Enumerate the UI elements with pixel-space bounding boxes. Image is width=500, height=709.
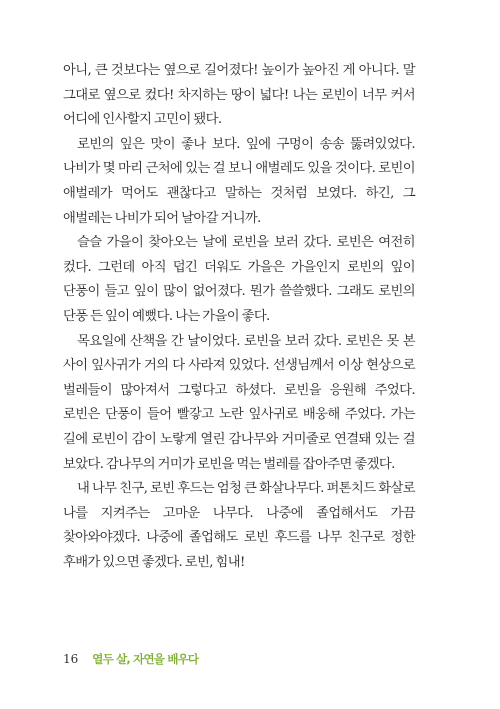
page-body: [63, 59, 415, 575]
paragraph-5: 내 나무 친구, 로빈 후드는 엄청 큰 화살나무다. 퍼톤치드 화살로 나를 지켜주는 고마운 나무다. 나중에 졸업해서도 가끔 찾아와야겠다. 나중에 졸업해도 로빈 후드를 나무 친구로 정한 후배가 있으면 좋겠다. 로빈, 힘내!: [63, 481, 415, 570]
paragraph-1: 아니, 큰 것보다는 옆으로 길어졌다! 높이가 높아진 게 아니다. 말 그대로 옆으로 컸다! 차지하는 땅이 넓다! 나는 로빈이 너무 커서 어디에 인사할지 고민이 됐다.: [63, 63, 415, 128]
paragraph-2: 로빈의 잎은 맛이 좋나 보다. 잎에 구멍이 송송 뚫려있었다. 나비가 몇 마리 근처에 있는 걸 보니 애벌레도 있을 것이다. 로빈이 애벌레가 먹어도 괜찮다고 말하는 것처럼 보였다. 하긴, 그 애벌레는 나비가 되어 날아갈 거니까.: [63, 136, 415, 226]
page-footer: [63, 651, 198, 667]
paragraph-4: 목요일에 산책을 간 날이었다. 로빈을 보러 갔다. 로빈은 못 본 사이 잎사귀가 거의 다 사라져 있었다. 선생님께서 이상 현상으로 벌레들이 많아져서 그렇다고 하셨다. 로빈을 응원해 주었다. 로빈은 단풍이 들어 빨갛고 노란 잎사귀로 배웅해 주었다. 가는 길에 로빈이 감이 노랗게 열린 감나무와 거미줄로 연결돼 있는 걸 보았다. 감나무의 거미가 로빈을 먹는 벌레를 잡아주면 좋겠다.: [63, 333, 415, 472]
paragraph-3: 슬슬 가을이 찾아오는 날에 로빈을 보러 갔다. 로빈은 여전히 컸다. 그런데 아직 덥긴 더워도 가을은 가을인지 로빈의 잎이 단풍이 들고 잎이 많이 없어졌다. 뭔가 쓸쓸했다. 그래도 로빈의 단풍 든 잎이 예뻤다. 나는 가을이 좋다.: [63, 235, 415, 324]
page-number: 16: [63, 652, 79, 666]
running-book-title: 열두 살, 자연을 배우다: [92, 652, 199, 666]
